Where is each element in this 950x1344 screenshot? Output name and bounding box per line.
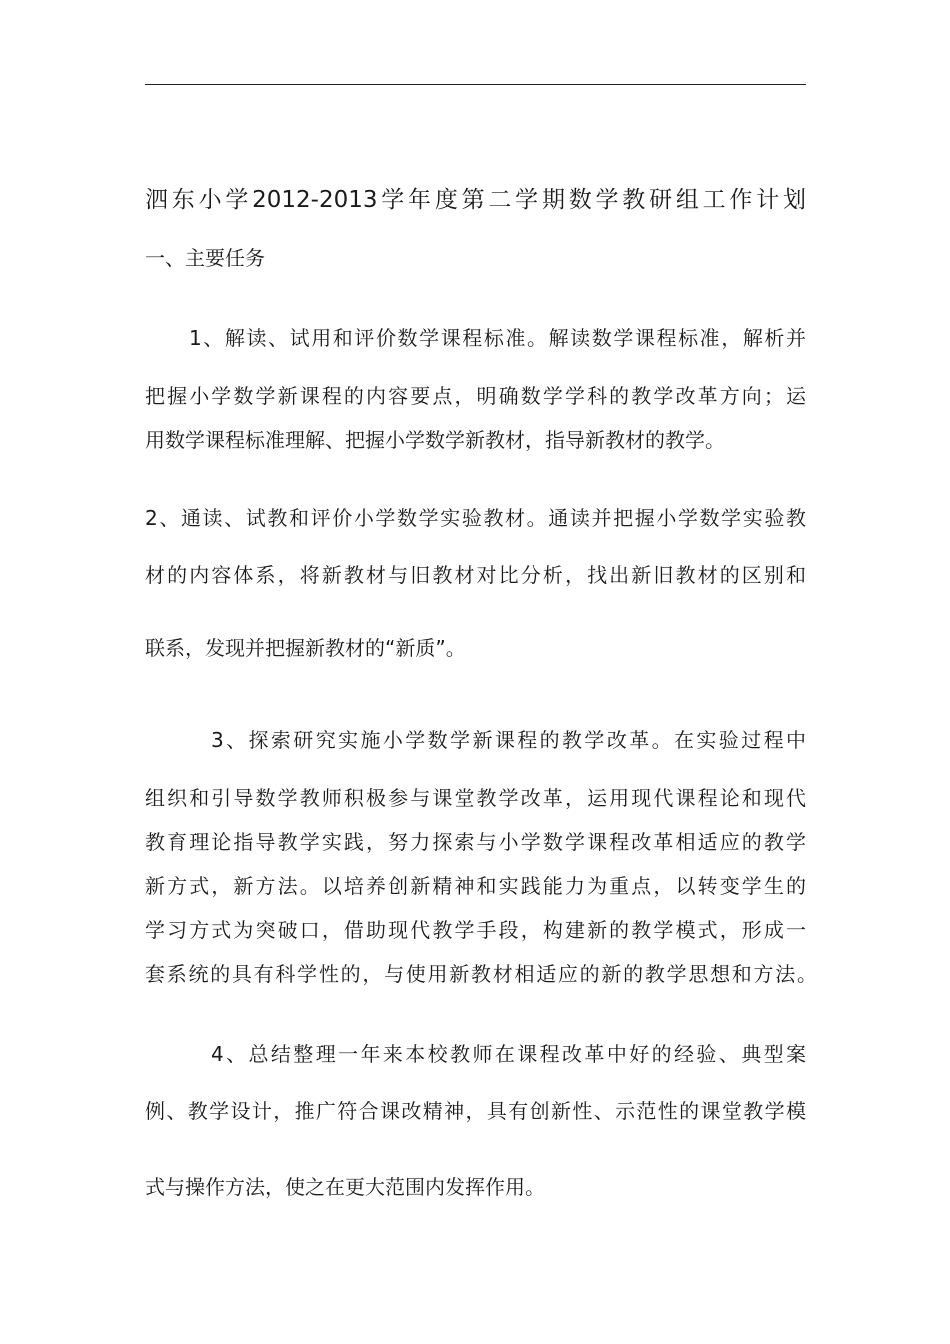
paragraph-1-line-1: 1、解读、试用和评价数学课程标准。解读数学课程标准，解析并: [189, 326, 806, 350]
paragraph-2-line-1: 2、通读、试教和评价小学数学实验教材。通读并把握小学数学实验教: [145, 506, 806, 530]
paragraph-3-line-6: 套系统的具有科学性的，与使用新教材相适应的新的教学思想和方法。: [145, 962, 817, 986]
paragraph-3-line-2: 组织和引导数学教师积极参与课堂教学改革，运用现代课程论和现代: [145, 786, 806, 810]
paragraph-1-line-2: 把握小学数学新课程的内容要点，明确数学学科的教学改革方向；运: [145, 384, 806, 408]
paragraph-3-line-3: 教育理论指导教学实践，努力探索与小学数学课程改革相适应的教学: [145, 830, 806, 854]
header-rule: [145, 84, 806, 85]
section-heading: 一、主要任务: [145, 246, 265, 270]
paragraph-1-line-3: 用数学课程标准理解、把握小学数学新教材，指导新教材的教学。: [145, 428, 725, 452]
document-title: 泗东小学2012-2013学年度第二学期数学教研组工作计划: [145, 187, 806, 213]
paragraph-4-line-2: 例、教学设计，推广符合课改精神，具有创新性、示范性的课堂教学模: [145, 1099, 806, 1123]
paragraph-2-line-2: 材的内容体系，将新教材与旧教材对比分析，找出新旧教材的区别和: [145, 563, 806, 587]
paragraph-2-line-3: 联系，发现并把握新教材的“新质”。: [145, 636, 466, 660]
paragraph-3-line-1: 3、探索研究实施小学数学新课程的教学改革。在实验过程中: [211, 728, 806, 752]
paragraph-3-line-5: 学习方式为突破口，借助现代教学手段，构建新的教学模式，形成一: [145, 918, 806, 942]
paragraph-3-line-4: 新方式，新方法。以培养创新精神和实践能力为重点，以转变学生的: [145, 874, 806, 898]
paragraph-4-line-3: 式与操作方法，使之在更大范围内发挥作用。: [145, 1175, 545, 1199]
paragraph-4-line-1: 4、总结整理一年来本校教师在课程改革中好的经验、典型案: [211, 1042, 806, 1066]
